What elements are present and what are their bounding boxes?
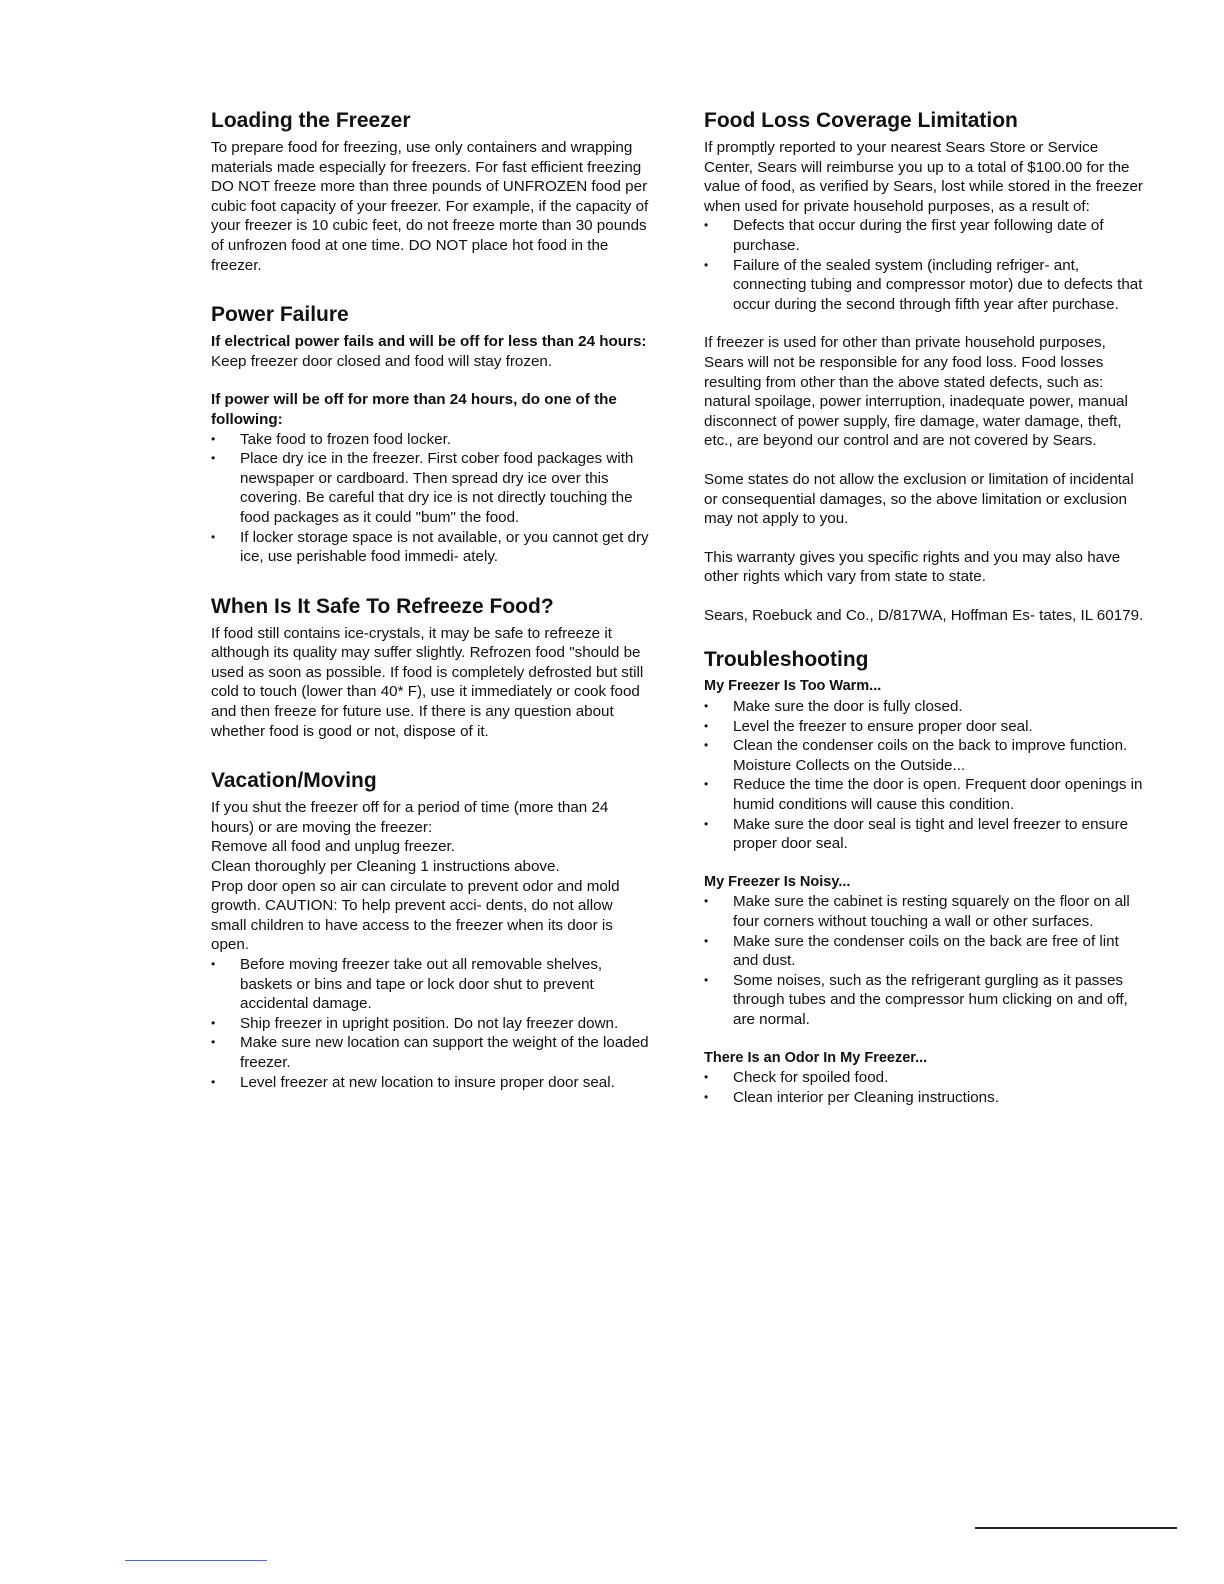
noisy-heading: My Freezer Is Noisy... — [704, 873, 851, 890]
list-item: • Make sure the cabinet is resting squarely on the floor on all four corners without touching a wall or other surfaces. — [704, 892, 1144, 931]
vacation-line3: Clean thoroughly per Cleaning 1 instructions above. — [211, 858, 560, 876]
too-warm-heading: My Freezer Is Too Warm... — [704, 678, 882, 695]
moisture-label: Moisture Collects on the Outside... — [733, 756, 966, 774]
loading-body: To prepare food for freezing, use only containers and wrapping materials made especially for freezers. For fast efficient freezing DO NOT freeze more than three pounds of UNFROZEN food per cubic foot capacity of your freezer. For example, if the capacity of your freezer is 10 cubic feet, do not freeze morte than 30 pounds of unfrozen food at one time. DO NOT place hot food in the freezer. — [211, 139, 649, 274]
power-failure-lead1 — [211, 332, 651, 371]
refreeze-title: When Is It Safe To Refreeze Food? — [211, 594, 554, 618]
right-column — [704, 108, 1144, 1107]
food-loss-intro: If promptly reported to your nearest Sears Store or Service Center, Sears will reimburse you up to a total of $100.00 for the value of food, as verified by Sears, lost while stored in the freezer when used for private household purposes, as a result of: — [704, 139, 1143, 215]
list-item: • Make sure the door is fully closed. — [704, 697, 1144, 717]
food-loss-para2: If freezer is used for other than private household purposes, Sears will not be responsible for any food loss. Food losses resulting from other than the above stated defects, such as: natural spoilage, power interruption, inadequate power, manual disconnect of power supply, fire damage, water damage, theft, etc., are beyond our control and are not covered by Sears. — [704, 334, 1128, 450]
loading-section — [211, 108, 651, 275]
list-item: • Take food to frozen food locker. — [211, 430, 651, 450]
list-item: • Make sure new location can support the weight of the loaded freezer. — [211, 1033, 651, 1072]
list-item: • Make sure the door seal is tight and level freezer to ensure proper door seal. — [704, 815, 1144, 854]
noisy-list — [704, 892, 1144, 1029]
food-loss-list — [704, 216, 1144, 314]
power-failure-title: Power Failure — [211, 303, 349, 327]
food-loss-address: Sears, Roebuck and Co., D/817WA, Hoffman Es- tates, IL 60179. — [704, 606, 1144, 624]
list-item: • If locker storage space is not available, or you cannot get dry ice, use perishable food immedi- ately. — [211, 528, 651, 567]
refreeze-body: If food still contains ice-crystals, it may be safe to refreeze it although its quality may suffer slightly. Refrozen food "should be used as soon as possible. If food is completely defrosted but still cold to touch (lower than 40* F), use it immediately or cook food and then freeze for future use. If there is any question about whether food is good or not, dispose of it. — [211, 624, 644, 740]
bottom-right-rule — [975, 1527, 1177, 1529]
vacation-section — [211, 768, 651, 1092]
refreeze-section — [211, 594, 651, 742]
list-item: • Clean interior per Cleaning instructions. — [704, 1088, 1144, 1108]
too-warm-list — [704, 697, 1144, 854]
list-item: • Level freezer at new location to insure proper door seal. — [211, 1073, 651, 1093]
list-item: • Some noises, such as the refrigerant gurgling as it passes through tubes and the compressor hum clicking on and off, are normal. — [704, 971, 1144, 1030]
vacation-line2: Remove all food and unplug freezer. — [211, 838, 456, 856]
list-item: • Place dry ice in the freezer. First cober food packages with newspaper or cardboard. Then spread dry ice over this covering. Be careful that dry ice is not directly touching the food packages as it could "bum" the food. — [211, 449, 651, 527]
power-failure-lead2: If power will be off for more than 24 hours, do one of the following: — [211, 391, 617, 428]
food-loss-para4: This warranty gives you specific rights and you may also have other rights which vary from state to state. — [704, 548, 1121, 586]
list-item: • Failure of the sealed system (including refriger- ant, connecting tubing and compressor motor) due to defects that occur during the second through fifth year after purchase. — [704, 256, 1144, 315]
loading-title: Loading the Freezer — [211, 109, 411, 132]
list-item: • Make sure the condenser coils on the back are free of lint and dust. — [704, 932, 1144, 971]
list-item: • Reduce the time the door is open. Frequent door openings in humid conditions will cause this condition. — [704, 775, 1144, 814]
bottom-left-rule — [125, 1560, 267, 1561]
power-lead1-bold: If electrical power fails and will be off for less than 24 hours: — [211, 333, 647, 351]
power-failure-list — [211, 430, 651, 567]
food-loss-title: Food Loss Coverage Limitation — [704, 109, 1018, 132]
odor-list — [704, 1068, 1144, 1107]
list-item: • Check for spoiled food. — [704, 1068, 1144, 1088]
troubleshooting-section — [704, 647, 1144, 1107]
vacation-title: Vacation/Moving — [211, 769, 377, 793]
power-lead1-text: Keep freezer door closed and food will stay frozen. — [211, 352, 553, 370]
list-item: • Ship freezer in upright position. Do not lay freezer down. — [211, 1014, 651, 1034]
list-item: • Level the freezer to ensure proper door seal. — [704, 717, 1144, 737]
power-failure-section — [211, 302, 651, 567]
odor-heading: There Is an Odor In My Freezer... — [704, 1049, 928, 1066]
food-loss-para3: Some states do not allow the exclusion or limitation of incidental or consequential damages, so the above limitation or exclusion may not apply to you. — [704, 470, 1134, 528]
food-loss-section — [704, 108, 1144, 625]
list-item: • Defects that occur during the first year following date of purchase. — [704, 216, 1144, 255]
left-column — [211, 108, 651, 1092]
vacation-line1: If you shut the freezer off for a period of time (more than 24 hours) or are moving the freezer: — [211, 799, 609, 836]
list-item: • Clean the condenser coils on the back to improve function. — [704, 736, 1144, 756]
vacation-list — [211, 955, 651, 1092]
troubleshooting-title: Troubleshooting — [704, 648, 869, 672]
list-item: • Before moving freezer take out all removable shelves, baskets or bins and tape or lock door shut to prevent accidental damage. — [211, 955, 651, 1014]
vacation-line4: Prop door open so air can circulate to prevent odor and mold growth. CAUTION: To help prevent acci- dents, do not allow small children to have access to the freezer when its door is open. — [211, 877, 620, 954]
